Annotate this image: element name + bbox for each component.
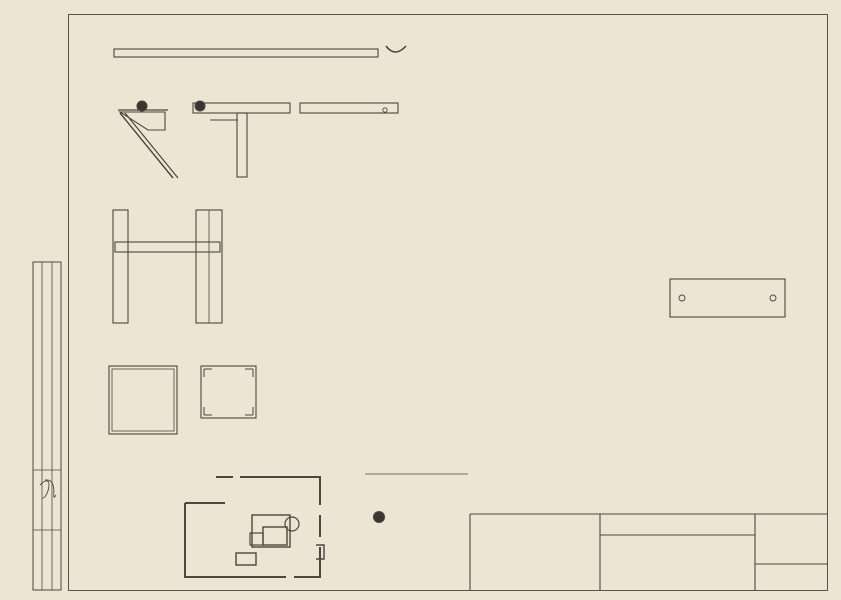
table-leg-left: [113, 210, 128, 323]
frame-6: [109, 366, 177, 434]
gutter-box: [33, 262, 61, 590]
table-rail-5: [115, 242, 220, 252]
gutter-part-1: [114, 49, 378, 57]
gutter-profile: [386, 46, 406, 52]
title-block-lines: [470, 514, 828, 591]
damaged-marker: [137, 101, 147, 111]
plate-28: [670, 279, 785, 317]
stove-layout: [185, 477, 324, 577]
frame-7: [201, 366, 256, 418]
